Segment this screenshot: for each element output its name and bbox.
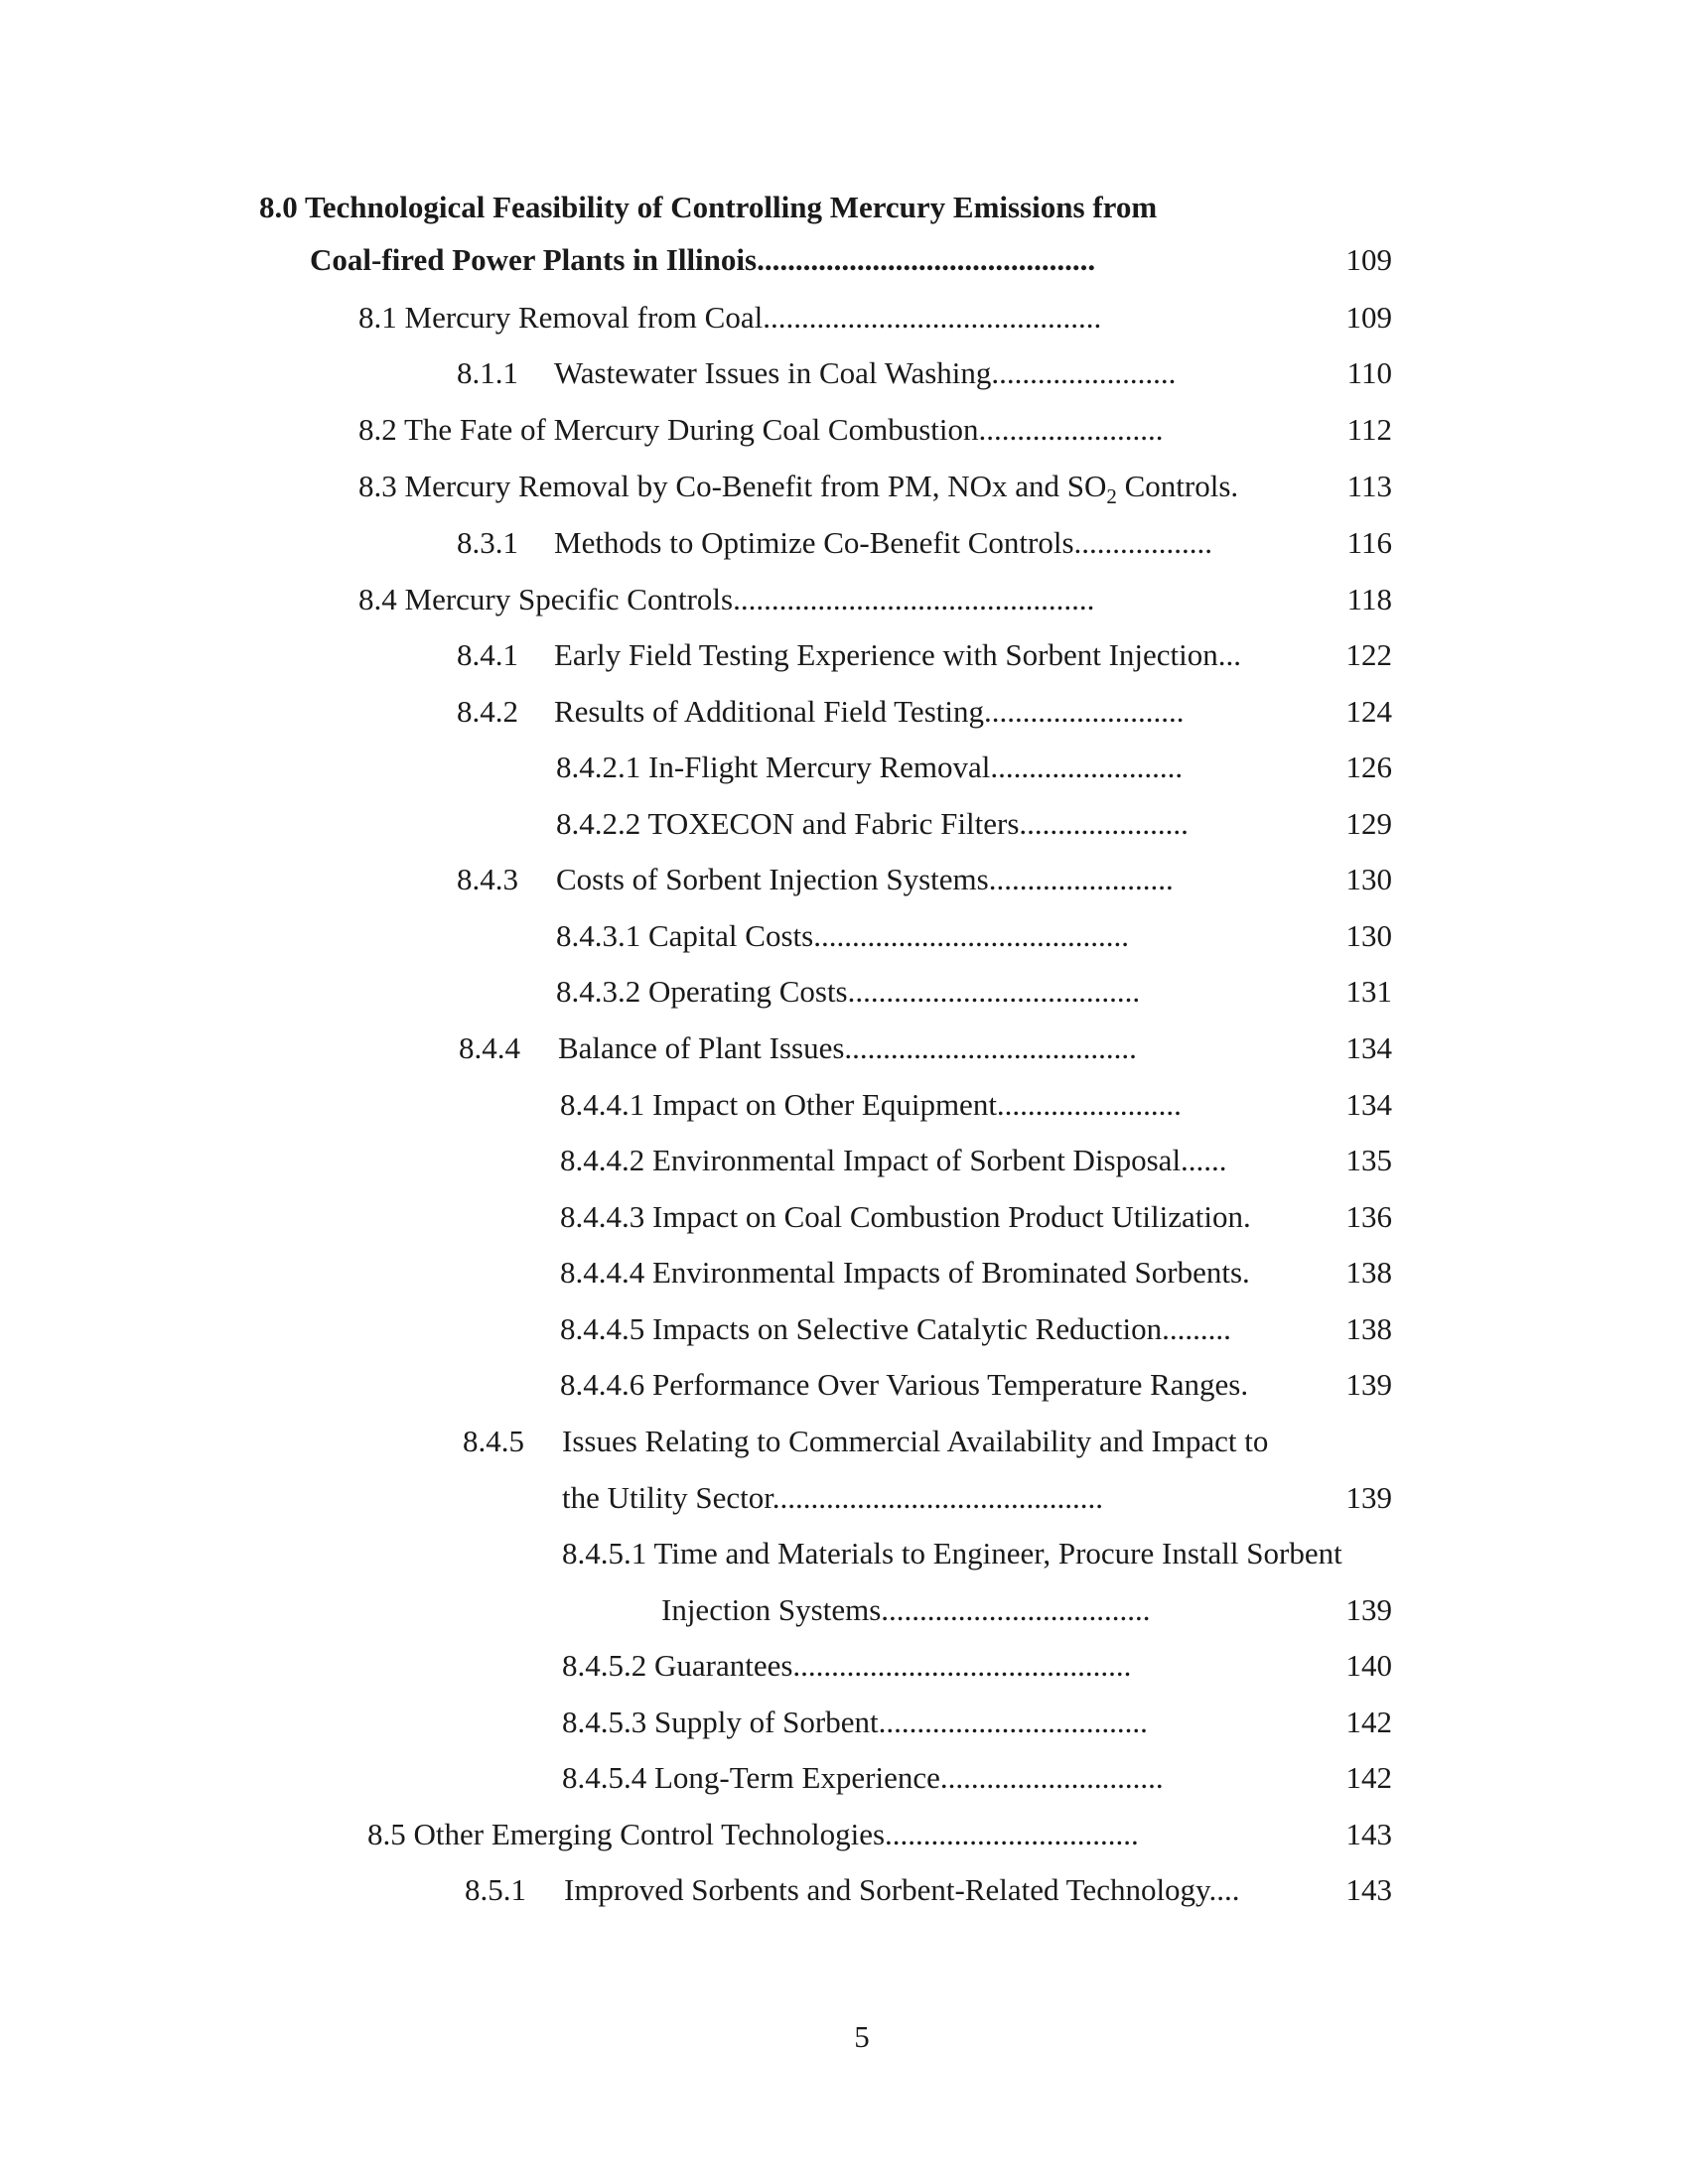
toc-entry-title: 8.4.2.2 TOXECON and Fabric Filters...................... xyxy=(556,806,1189,841)
toc-entry-title: 8.4.4.6 Performance Over Various Temperature Ranges. xyxy=(560,1367,1249,1402)
toc-entry-page: 118 xyxy=(1346,582,1392,616)
toc-entry-page: 143 xyxy=(1345,1872,1392,1907)
toc-entry-page: 116 xyxy=(1346,525,1392,560)
toc-entry-title: 8.4.4.1 Impact on Other Equipment........................ xyxy=(560,1087,1182,1122)
toc-entry-number: 8.5.1 xyxy=(465,1872,526,1907)
toc-entry-title: 8.4.3.1 Capital Costs......................................... xyxy=(556,918,1129,953)
toc-entry-page: 113 xyxy=(1346,469,1392,503)
toc-entry-title-text: 8.3 Mercury Removal by Co-Benefit from PM, NOx and SO xyxy=(358,469,1107,503)
toc-entry-number: 8.4.1 xyxy=(457,637,518,672)
toc-entry-title: 8.1 Mercury Removal from Coal............................................ xyxy=(358,300,1102,335)
toc-entry-title: 8.2 The Fate of Mercury During Coal Combustion........................ xyxy=(358,412,1164,447)
toc-entry-title: 8.5 Other Emerging Control Technologies................................. xyxy=(367,1817,1139,1851)
toc-entry-page: 110 xyxy=(1346,355,1392,390)
toc-entry-title: Issues Relating to Commercial Availability and Impact to xyxy=(562,1424,1269,1458)
toc-entry-page: 112 xyxy=(1346,412,1392,447)
toc-entry-page: 143 xyxy=(1345,1817,1392,1851)
toc-entry-title: Balance of Plant Issues...................................... xyxy=(558,1030,1137,1065)
toc-entry-page: 129 xyxy=(1345,806,1392,841)
toc-entry-page: 142 xyxy=(1345,1760,1392,1795)
toc-entry-number: 8.4.4 xyxy=(459,1030,520,1065)
toc-entry-page: 142 xyxy=(1345,1705,1392,1739)
toc-entry-page: 135 xyxy=(1345,1143,1392,1177)
page-number: 5 xyxy=(854,2019,870,2054)
toc-entry-title-end: Controls. xyxy=(1116,469,1239,503)
toc-entry-page: 126 xyxy=(1345,750,1392,784)
toc-entry-title: Injection Systems................................... xyxy=(661,1592,1151,1627)
toc-entry-page: 130 xyxy=(1345,918,1392,953)
toc-entry-page: 140 xyxy=(1345,1648,1392,1683)
toc-entry-page: 136 xyxy=(1345,1199,1392,1234)
toc-entry-number: 8.4.2 xyxy=(457,694,518,729)
toc-entry-page: 109 xyxy=(1345,300,1392,335)
toc-entry-page: 139 xyxy=(1345,1592,1392,1627)
toc-entry-title: 8.4.5.1 Time and Materials to Engineer, Procure Install Sorbent xyxy=(562,1536,1342,1570)
toc-entry-number: 8.3.1 xyxy=(457,525,518,560)
toc-entry-title: 8.4.3.2 Operating Costs...................................... xyxy=(556,974,1141,1009)
toc-entry-title: 8.4.2.1 In-Flight Mercury Removal......................... xyxy=(556,750,1184,784)
toc-entry-title: Results of Additional Field Testing.......................... xyxy=(554,694,1185,729)
toc-entry-title: 8.4.4.5 Impacts on Selective Catalytic Reduction......... xyxy=(560,1311,1231,1346)
toc-entry-page: 124 xyxy=(1345,694,1392,729)
toc-entry-title: 8.0 Technological Feasibility of Controlling Mercury Emissions from xyxy=(259,190,1158,224)
toc-entry-number: 8.4.3 xyxy=(457,862,518,896)
toc-entry-page: 139 xyxy=(1345,1367,1392,1402)
toc-entry-page: 131 xyxy=(1345,974,1392,1009)
toc-entry-title: 8.4.4.2 Environmental Impact of Sorbent Disposal...... xyxy=(560,1143,1227,1177)
toc-entry-title: Improved Sorbents and Sorbent-Related Technology.... xyxy=(564,1872,1240,1907)
toc-entry-title: 8.4.5.3 Supply of Sorbent................................... xyxy=(562,1705,1148,1739)
toc-entry-title: Costs of Sorbent Injection Systems........................ xyxy=(556,862,1174,896)
toc-entry-title xyxy=(358,467,1239,509)
toc-entry-title: 8.4 Mercury Specific Controls............................................... xyxy=(358,582,1095,616)
toc-entry-page: 122 xyxy=(1345,637,1392,672)
toc-entry-page: 138 xyxy=(1345,1255,1392,1290)
toc-entry-title: the Utility Sector........................................... xyxy=(562,1480,1104,1515)
toc-entry-page: 138 xyxy=(1345,1311,1392,1346)
toc-entry-title: 8.4.5.2 Guarantees............................................ xyxy=(562,1648,1132,1683)
toc-entry-page: 134 xyxy=(1345,1087,1392,1122)
toc-entry-title: Wastewater Issues in Coal Washing........................ xyxy=(554,355,1177,390)
toc-entry-title: Methods to Optimize Co-Benefit Controls.................. xyxy=(554,525,1213,560)
subscript: 2 xyxy=(1106,484,1117,509)
toc-entry-page: 109 xyxy=(1345,242,1392,277)
toc-entry-page: 130 xyxy=(1345,862,1392,896)
toc-entry-title: Coal-fired Power Plants in Illinois............................................ xyxy=(310,242,1096,277)
toc-entry-number: 8.4.5 xyxy=(463,1424,524,1458)
toc-entry-page: 134 xyxy=(1345,1030,1392,1065)
toc-entry-title: 8.4.5.4 Long-Term Experience............................. xyxy=(562,1760,1164,1795)
toc-entry-page: 139 xyxy=(1345,1480,1392,1515)
toc-entry-title: 8.4.4.4 Environmental Impacts of Brominated Sorbents. xyxy=(560,1255,1250,1290)
toc-entry-title: Early Field Testing Experience with Sorbent Injection... xyxy=(554,637,1242,672)
toc-entry-title: 8.4.4.3 Impact on Coal Combustion Product Utilization. xyxy=(560,1199,1251,1234)
toc-entry-number: 8.1.1 xyxy=(457,355,518,390)
